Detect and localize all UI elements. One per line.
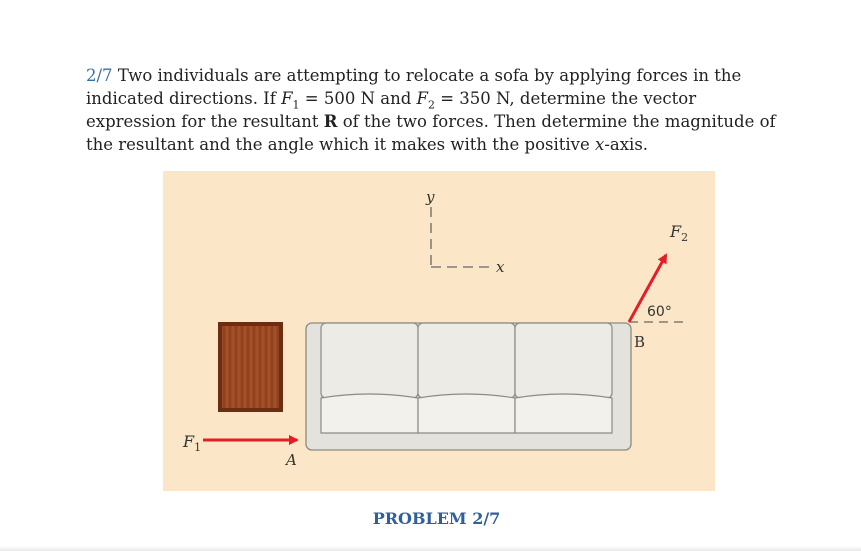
seat-cushion-middle — [418, 394, 515, 433]
problem-line-1 — [86, 64, 806, 87]
seat-cushion-right — [515, 394, 612, 433]
f2-subscript: 2 — [427, 98, 435, 112]
point-b-label: B — [634, 333, 646, 351]
problem-text-2a: indicated directions. If — [86, 89, 282, 108]
side-table — [218, 322, 283, 412]
table-top — [222, 326, 279, 408]
back-cushion-left — [321, 323, 418, 398]
x-symbol: x — [595, 135, 605, 154]
angle-label: 60° — [647, 304, 672, 320]
force-f2-symbol: F — [670, 222, 682, 241]
sofa — [306, 323, 631, 450]
x-axis-label: x — [496, 258, 505, 276]
problem-text-4a: the resultant and the angle which it makes with the positive — [86, 135, 596, 154]
problem-text-3b: of the two forces. Then determine the magnitude of — [337, 112, 776, 131]
problem-statement — [86, 64, 806, 156]
force-f1-subscript: 1 — [194, 441, 202, 454]
sofa-figure — [163, 171, 715, 491]
figure-caption: PROBLEM 2/7 — [372, 509, 501, 528]
seat-cushion-left — [321, 394, 418, 433]
bottom-edge — [0, 546, 861, 551]
problem-text-2b: = 500 N and — [299, 89, 417, 108]
point-a-label: A — [286, 451, 297, 469]
resultant-symbol: R — [323, 112, 338, 131]
back-cushion-middle — [418, 323, 515, 398]
force-f2-subscript: 2 — [681, 231, 689, 244]
problem-text-4b: -axis. — [604, 135, 649, 154]
back-cushion-right — [515, 323, 612, 398]
y-axis-label: y — [426, 188, 435, 206]
problem-number: 2/7 — [86, 66, 113, 85]
problem-text-2c: = 350 N, determine the vector — [434, 89, 697, 108]
f1-symbol: F — [281, 89, 293, 108]
f1-subscript: 1 — [292, 98, 300, 112]
problem-line-2 — [86, 87, 806, 110]
force-f1-symbol: F — [183, 432, 195, 451]
problem-line-3 — [86, 110, 806, 133]
problem-line-4 — [86, 133, 806, 156]
problem-text-1: Two individuals are attempting to relocate a sofa by applying forces in the — [117, 66, 742, 85]
problem-text-3a: expression for the resultant — [86, 112, 324, 131]
f2-symbol: F — [416, 89, 428, 108]
